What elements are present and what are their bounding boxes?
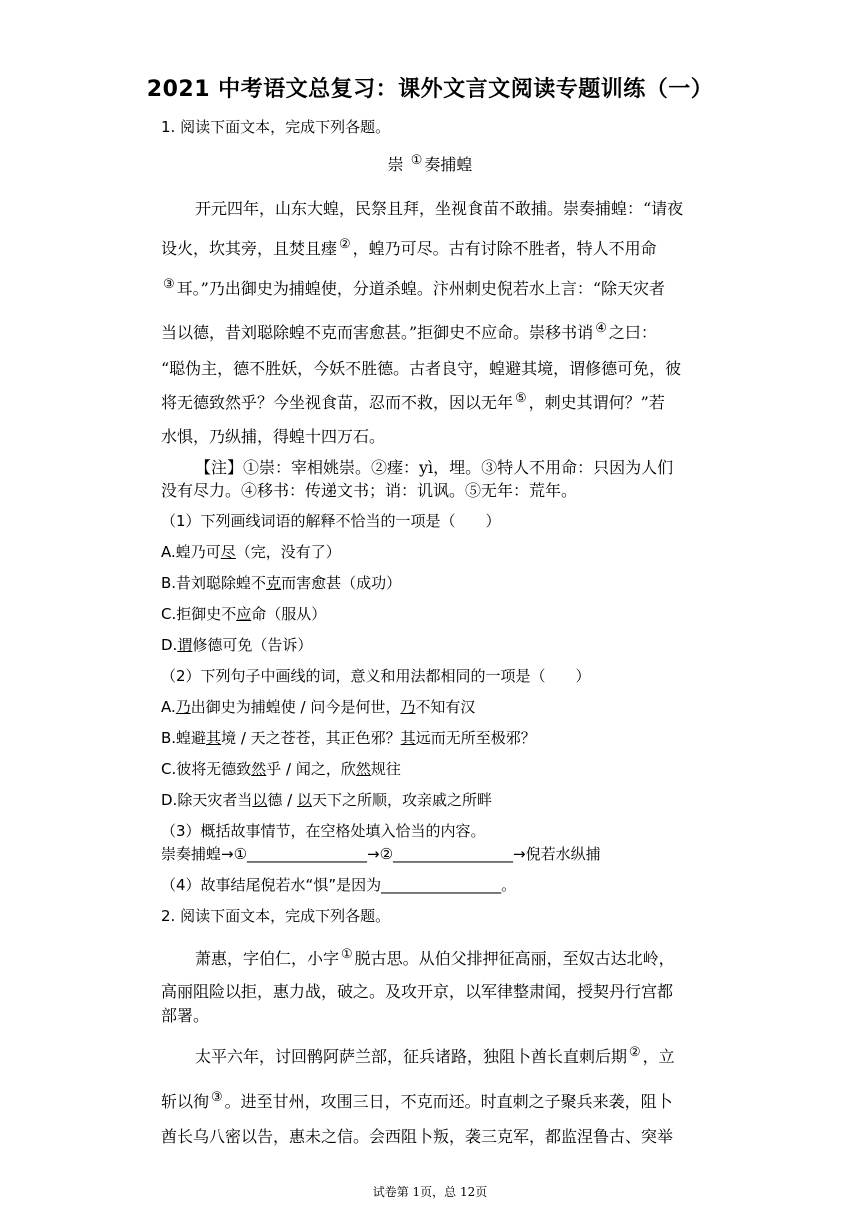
underlined-word: 然 bbox=[355, 760, 371, 778]
subquestion-4-stem: （4）故事结尾倪若水“惧”是因为________________。 bbox=[161, 876, 517, 894]
option-text: 而害愈甚（成功） bbox=[281, 574, 402, 592]
option-a bbox=[161, 696, 475, 717]
underlined-word: 尽 bbox=[220, 543, 236, 561]
subquestion-3-stem: （3）概括故事情节，在空格处填入恰当的内容。 bbox=[161, 822, 486, 840]
passage-line bbox=[161, 276, 665, 299]
passage-text: 耳。”乃出御史为捕蝗使，分道杀蝗。汴州刺史倪若水上言：“除天灾者 bbox=[176, 279, 666, 298]
footnote-mark-2: ② bbox=[339, 237, 351, 252]
passage-line: 高丽阻险以拒，惠力战，破之。及攻开京，以军律整肃闻，授契丹行宫都 bbox=[161, 982, 674, 1001]
passage-text: 太平六年，讨回鹘阿萨兰部，征兵诸路，独阻卜酋长直刺后期 bbox=[195, 1047, 628, 1066]
passage-text: 当以德，昔刘聪除蝗不克而害愈甚。”拒御史不应命。崇移书诮 bbox=[161, 323, 594, 342]
passage-line: 水惧，乃纵捕，得蝗十四万石。 bbox=[161, 427, 386, 446]
passage-text: 萧惠，字伯仁，小字 bbox=[195, 949, 340, 968]
passage-text: 。进至甘州，攻围三日，不克而还。时直刺之子聚兵来袭，阻卜 bbox=[224, 1092, 673, 1111]
footnote-mark-5: ⑤ bbox=[515, 391, 527, 406]
passage-text: 脱古思。从伯父排押征高丽，至奴古达北岭， bbox=[354, 949, 675, 968]
passage-text: ，刺史其谓何？”若 bbox=[528, 393, 665, 412]
question-1-heading: 1. 阅读下面文本，完成下列各题。 bbox=[161, 118, 391, 136]
underlined-word: 应 bbox=[236, 605, 252, 623]
option-text: B.昔刘聪除蝗不 bbox=[161, 574, 267, 592]
option-text: D.除天灾者当 bbox=[161, 791, 253, 809]
option-text: 出御史为捕蝗使 / 问今是何世， bbox=[190, 698, 401, 716]
passage-line bbox=[195, 1044, 675, 1067]
underlined-word: 以 bbox=[252, 791, 268, 809]
option-d bbox=[161, 789, 492, 810]
passage-line bbox=[161, 320, 657, 343]
plot-flow-blanks: 崇奏捕蝗→①________________→②________________→倪若水纵捕 bbox=[161, 845, 601, 863]
option-c bbox=[161, 758, 401, 779]
passage-line bbox=[161, 1089, 673, 1112]
footnote-mark-1: ① bbox=[341, 947, 353, 962]
option-b bbox=[161, 572, 401, 593]
option-text: C.彼将无德致 bbox=[161, 760, 252, 778]
option-text: 境 / 天之苍苍，其正色邪？ bbox=[221, 729, 401, 747]
notes-line: 没有尽力。④移书：传递文书；诮：讥讽。⑤无年：荒年。 bbox=[161, 481, 578, 500]
footnote-mark-1: ① bbox=[410, 153, 423, 168]
passage-line: “聪伪主，德不胜妖，今妖不胜德。古者良守，蝗避其境，谓修德可免，彼 bbox=[161, 359, 682, 378]
passage-title-pre: 崇 bbox=[387, 155, 409, 174]
passage-text: ，立 bbox=[642, 1047, 675, 1066]
underlined-word: 克 bbox=[266, 574, 282, 592]
option-b bbox=[161, 727, 536, 748]
underlined-word: 以 bbox=[296, 791, 312, 809]
passage-text: 斩以徇 bbox=[161, 1092, 210, 1111]
passage-title-post: 奏捕蝗 bbox=[424, 155, 473, 174]
option-text: A.蝗乃可 bbox=[161, 543, 221, 561]
option-text: 命（服从） bbox=[251, 605, 327, 623]
passage-text: 之曰： bbox=[608, 323, 657, 342]
underlined-word: 谓 bbox=[177, 636, 193, 654]
passage-line bbox=[195, 946, 675, 969]
option-text: 德 / bbox=[267, 791, 297, 809]
footnote-mark-2: ② bbox=[629, 1045, 641, 1060]
subquestion-2-stem: （2）下列句子中画线的词，意义和用法都相同的一项是（ ） bbox=[161, 667, 591, 685]
option-text: 不知有汉 bbox=[415, 698, 476, 716]
passage-line: 开元四年，山东大蝗，民祭且拜，坐视食苗不敢捕。崇奏捕蝗：“请夜 bbox=[195, 199, 684, 218]
footnote-mark-3: ③ bbox=[211, 1090, 223, 1105]
subquestion-1-stem: （1）下列画线词语的解释不恰当的一项是（ ） bbox=[161, 512, 501, 530]
option-text: A. bbox=[161, 698, 176, 716]
option-text: 远而无所至极邪？ bbox=[415, 729, 536, 747]
passage-text: ，蝗乃可尽。古有讨除不胜者，特人不用命 bbox=[352, 239, 657, 258]
option-text: 天下之所顺，攻亲戚之所畔 bbox=[311, 791, 492, 809]
passage-line bbox=[161, 390, 665, 413]
option-a bbox=[161, 541, 341, 562]
underlined-word: 乃 bbox=[175, 698, 191, 716]
footnote-mark-3: ③ bbox=[163, 277, 175, 292]
option-c bbox=[161, 603, 326, 624]
passage-text: 设火，坎其旁，且焚且瘗 bbox=[161, 239, 338, 258]
page-footer: 试卷第 1页，总 12页 bbox=[372, 1185, 488, 1199]
passage-line bbox=[161, 236, 657, 259]
underlined-word: 然 bbox=[251, 760, 267, 778]
page-title: 2021 中考语文总复习：课外文言文阅读专题训练（一） bbox=[146, 77, 714, 102]
underlined-word: 乃 bbox=[400, 698, 416, 716]
underlined-word: 其 bbox=[400, 729, 416, 747]
passage-title bbox=[0, 152, 860, 175]
footnote-mark-4: ④ bbox=[595, 321, 607, 336]
option-text: 修德可免（告诉） bbox=[192, 636, 313, 654]
passage-line: 部署。 bbox=[161, 1006, 210, 1025]
question-2-heading: 2. 阅读下面文本，完成下列各题。 bbox=[161, 907, 391, 925]
option-text: 规往 bbox=[370, 760, 401, 778]
passage-line: 酋长乌八密以告，惠未之信。会西阻卜叛，袭三克军，都监涅鲁古、突举 bbox=[161, 1127, 674, 1146]
underlined-word: 其 bbox=[206, 729, 222, 747]
option-text: C.拒御史不 bbox=[161, 605, 237, 623]
option-text: 乎 / 闻之，欣 bbox=[266, 760, 356, 778]
option-text: （完，没有了） bbox=[235, 543, 341, 561]
passage-text: 将无德致然乎？今坐视食苗，忍而不救，因以无年 bbox=[161, 393, 514, 412]
option-text: D. bbox=[161, 636, 178, 654]
notes-line: 【注】①崇：宰相姚崇。②瘗：yì，埋。③特人不用命：只因为人们 bbox=[195, 458, 674, 477]
option-d bbox=[161, 634, 312, 655]
option-text: B.蝗避 bbox=[161, 729, 207, 747]
